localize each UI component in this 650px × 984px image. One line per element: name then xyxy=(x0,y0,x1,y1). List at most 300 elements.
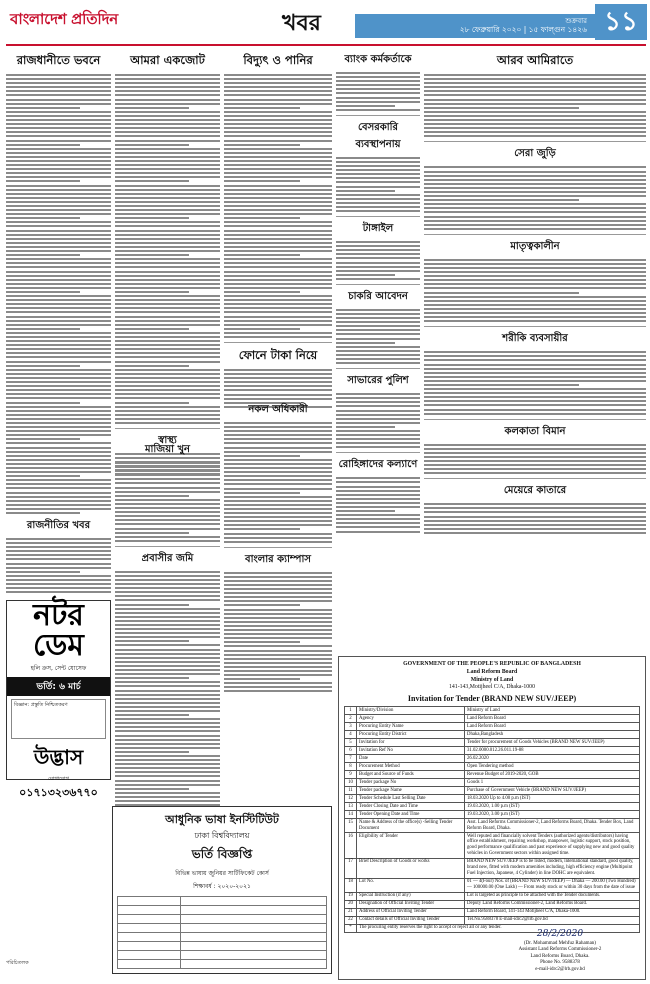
text-line xyxy=(115,242,220,244)
text-line xyxy=(115,176,220,178)
text-line xyxy=(6,205,111,207)
text-line xyxy=(115,78,220,80)
text-line xyxy=(336,202,420,204)
tender-row-key: Tender Closing Date and Time xyxy=(357,803,465,811)
text-line xyxy=(115,536,220,538)
text-line xyxy=(115,767,220,769)
headline-tangail: টাঙ্গাইল xyxy=(362,223,394,235)
text-line xyxy=(424,90,646,92)
text-line xyxy=(336,333,420,335)
tender-office: Land Reform Board xyxy=(466,668,518,675)
text-line xyxy=(224,373,332,375)
university-name: ঢাকা বিশ্ববিদ্যালয় xyxy=(194,831,250,840)
text-line xyxy=(336,350,420,352)
tender-row-key: Ministry/Division xyxy=(357,707,465,715)
text-line xyxy=(115,759,220,761)
text-line xyxy=(115,681,220,683)
text-line xyxy=(6,103,111,105)
text-line xyxy=(336,80,420,82)
text-line xyxy=(424,316,646,318)
session-label: শিক্ষাবর্ষ : ২০২০-২০২১ xyxy=(193,883,251,890)
text-line xyxy=(6,328,80,330)
text-line xyxy=(336,342,395,344)
text-line xyxy=(336,210,420,212)
text-line xyxy=(115,307,220,309)
headline-sera-jeu: সেরা জুড়ি xyxy=(514,148,556,160)
text-line xyxy=(115,152,220,154)
text-line xyxy=(6,140,111,142)
headline-matritto: মাতৃত্বকালীন xyxy=(510,240,560,252)
text-line xyxy=(6,254,80,256)
text-line xyxy=(224,447,332,449)
text-line xyxy=(224,617,332,619)
text-line xyxy=(336,526,420,528)
article-text xyxy=(336,477,420,532)
text-line xyxy=(224,576,332,578)
text-line xyxy=(424,228,646,230)
text-line xyxy=(336,198,420,200)
text-line xyxy=(6,508,111,510)
text-line xyxy=(6,336,111,338)
text-line xyxy=(224,580,332,582)
text-line xyxy=(6,422,111,424)
weekday-label: শুক্রবার xyxy=(565,17,587,25)
text-line xyxy=(6,487,111,489)
text-line xyxy=(6,538,111,540)
text-line xyxy=(336,346,420,348)
headline-rajdhani: রাজধানীতে ভবনে xyxy=(16,53,101,67)
article-text xyxy=(224,74,332,338)
text-line xyxy=(115,718,220,720)
tender-row-number: 12 xyxy=(345,795,357,803)
text-line xyxy=(424,452,646,454)
text-line xyxy=(424,203,646,205)
tender-row xyxy=(345,763,640,771)
text-line xyxy=(115,295,220,297)
text-line xyxy=(224,592,332,594)
text-line xyxy=(6,438,80,440)
text-line xyxy=(224,641,300,643)
article-text xyxy=(224,422,332,543)
text-line xyxy=(115,698,220,700)
text-line xyxy=(224,234,332,236)
tender-row xyxy=(345,892,640,900)
text-line xyxy=(6,471,111,473)
text-line xyxy=(224,394,332,396)
column-1 xyxy=(6,50,111,516)
text-line xyxy=(224,316,332,318)
text-line xyxy=(6,397,111,399)
text-line xyxy=(336,518,420,520)
text-line xyxy=(115,702,220,704)
text-line xyxy=(336,414,420,416)
article-text xyxy=(6,74,111,514)
text-line xyxy=(336,165,420,167)
text-line xyxy=(115,495,189,497)
text-line xyxy=(224,389,332,391)
text-line xyxy=(424,271,646,273)
text-line xyxy=(424,511,646,513)
text-line xyxy=(424,166,646,168)
text-line xyxy=(115,148,220,150)
text-line xyxy=(336,253,420,255)
text-line xyxy=(115,587,220,589)
text-line xyxy=(224,185,332,187)
text-line xyxy=(6,504,111,506)
text-line xyxy=(424,224,646,226)
tender-row xyxy=(345,811,640,819)
text-line xyxy=(224,528,300,530)
text-line xyxy=(424,355,646,357)
text-line xyxy=(6,340,111,342)
text-line xyxy=(6,258,111,260)
text-line xyxy=(6,410,111,412)
table-row xyxy=(118,906,326,915)
text-line xyxy=(115,414,220,416)
text-line xyxy=(115,706,220,708)
signer-office: Land Reforms Board, Dhaka. xyxy=(530,953,590,959)
text-line xyxy=(224,434,332,436)
ad-details: বিজ্ঞান: প্রস্তুতি নিশ্চিতকরণ xyxy=(11,699,106,739)
table-row xyxy=(118,897,326,906)
text-line xyxy=(424,312,646,314)
text-line xyxy=(224,584,332,586)
headline-ambassador: স্বাস্থ্য xyxy=(158,434,177,446)
text-line xyxy=(224,533,332,535)
headline-madaripur: মেয়েরে কাতারে xyxy=(503,485,567,497)
text-line xyxy=(424,448,646,450)
text-line xyxy=(6,455,111,457)
text-line xyxy=(424,199,579,201)
text-line xyxy=(224,279,332,281)
tender-row-number: 14 xyxy=(345,811,357,819)
text-line xyxy=(224,148,332,150)
text-line xyxy=(115,579,220,581)
tender-table xyxy=(344,706,640,933)
text-line xyxy=(115,397,220,399)
text-line xyxy=(224,140,332,142)
text-line xyxy=(6,230,111,232)
tender-row-key: Name & Address of the office(s) -Selling Tender Document xyxy=(357,819,465,833)
text-line xyxy=(115,303,220,305)
text-line xyxy=(115,591,220,593)
text-line xyxy=(115,262,220,264)
text-line xyxy=(115,519,220,521)
text-line xyxy=(224,144,300,146)
text-line xyxy=(424,444,646,446)
article-text xyxy=(115,571,220,815)
tender-row-key: Brief Description of Goods or works xyxy=(357,858,465,878)
text-line xyxy=(115,751,189,753)
text-line xyxy=(336,490,420,492)
text-line xyxy=(424,99,646,101)
text-line xyxy=(224,127,332,129)
text-line xyxy=(115,365,189,367)
text-line xyxy=(6,587,111,589)
text-line xyxy=(115,410,220,412)
text-line xyxy=(6,369,111,371)
divider xyxy=(336,368,420,369)
text-line xyxy=(6,217,80,219)
text-line xyxy=(6,131,111,133)
text-line xyxy=(6,567,111,569)
tender-row-value: Open Tendering method xyxy=(465,763,640,771)
text-line xyxy=(6,99,111,101)
text-line xyxy=(115,283,220,285)
tender-row-number: 11 xyxy=(345,787,357,795)
divider xyxy=(224,342,332,343)
ad-phone-label: যোগাযোগ xyxy=(48,776,69,782)
text-line xyxy=(6,279,111,281)
text-line xyxy=(224,225,332,227)
text-line xyxy=(224,111,332,113)
text-line xyxy=(336,422,420,424)
article-text xyxy=(424,166,646,229)
table-row xyxy=(118,960,326,969)
tender-row xyxy=(345,858,640,878)
column-1-lower xyxy=(6,516,111,598)
text-line xyxy=(224,467,332,469)
text-line xyxy=(115,653,220,655)
text-line xyxy=(6,434,111,436)
tender-row-key: Invitation for xyxy=(357,739,465,747)
text-line xyxy=(224,524,332,526)
text-line xyxy=(224,82,332,84)
text-line xyxy=(6,512,80,514)
text-line xyxy=(336,354,420,356)
text-line xyxy=(6,127,111,129)
text-line xyxy=(115,144,189,146)
text-line xyxy=(224,645,332,647)
text-line xyxy=(424,111,646,113)
text-line xyxy=(336,434,420,436)
text-line xyxy=(6,311,111,313)
tender-row-value: Dhaka,Bangladesh xyxy=(465,731,640,739)
text-line xyxy=(115,266,220,268)
tender-row-value: Purchase of Government Vehicle (BRAND NEW SUV/JEEP) xyxy=(465,787,640,795)
text-line xyxy=(115,107,189,109)
text-line xyxy=(424,287,646,289)
text-line xyxy=(115,661,220,663)
text-line xyxy=(6,430,111,432)
text-line xyxy=(115,324,220,326)
text-line xyxy=(115,640,189,642)
text-line xyxy=(336,177,420,179)
text-line xyxy=(6,82,111,84)
tender-row-value: 26.02.2020 xyxy=(465,755,640,763)
text-line xyxy=(224,254,300,256)
text-line xyxy=(6,246,111,248)
tender-row-value: 19.03.2020, 3.00 p.m (IST) xyxy=(465,811,640,819)
text-line xyxy=(115,503,220,505)
text-line xyxy=(115,722,220,724)
text-line xyxy=(6,406,111,408)
text-line xyxy=(424,388,646,390)
tender-row-key: Special Instruction (if any) xyxy=(357,892,465,900)
text-line xyxy=(336,514,420,516)
text-line xyxy=(336,446,420,448)
text-line xyxy=(115,608,220,610)
text-line xyxy=(424,292,579,294)
article-text xyxy=(336,309,420,364)
date-label: ২৮ ফেব্রুয়ারি ২০২০ | ১৫ ফাল্গুন ১৪২৬ xyxy=(459,25,587,34)
headline-chakri: চাকরি আবেদন xyxy=(348,290,408,302)
tender-row-value: Well reputed and financially solvent Tenders (authorized agents/distributors) having office establishment, repairing workshop, manpower, logistic support, stock position, good performance qualification and past experience of supplying new and good quality vehicles in Government sectors within assigned time. xyxy=(465,833,640,859)
text-line xyxy=(115,491,220,493)
text-line xyxy=(424,191,646,193)
text-line xyxy=(115,710,220,712)
text-line xyxy=(336,486,420,488)
text-line xyxy=(115,511,220,513)
text-line xyxy=(224,238,332,240)
tender-row-key: Tender Schedule Last Selling Date xyxy=(357,795,465,803)
text-line xyxy=(424,507,646,509)
text-line xyxy=(115,156,220,158)
text-line xyxy=(224,303,332,305)
text-line xyxy=(6,479,111,481)
text-line xyxy=(115,462,220,464)
text-line xyxy=(424,472,646,474)
text-line xyxy=(6,558,111,560)
text-line xyxy=(115,361,220,363)
text-line xyxy=(6,389,111,391)
text-line xyxy=(115,487,220,489)
institute-name: আধুনিক ভাষা ইনস্টিটিউট xyxy=(165,813,279,826)
text-line xyxy=(224,271,332,273)
text-line xyxy=(6,414,111,416)
text-line xyxy=(6,164,111,166)
text-line xyxy=(224,426,332,428)
text-line xyxy=(336,405,420,407)
tender-row-key: Procuring Entity Name xyxy=(357,723,465,731)
text-line xyxy=(6,94,111,96)
text-line xyxy=(115,628,220,630)
text-line xyxy=(6,176,111,178)
text-line xyxy=(115,201,220,203)
text-line xyxy=(6,189,111,191)
header-date-bar xyxy=(355,14,595,38)
admission-notice-title: ভর্তি বিজ্ঞপ্তি xyxy=(191,847,253,861)
article-text xyxy=(336,72,420,111)
text-line xyxy=(6,209,111,211)
tender-row-key: Tender package Name xyxy=(357,787,465,795)
text-line xyxy=(115,528,220,530)
text-line xyxy=(115,636,220,638)
text-line xyxy=(424,123,646,125)
text-line xyxy=(224,422,332,424)
tender-row-key: Address of Official Inviting Tender xyxy=(357,908,465,916)
tender-row-value: 01 — 4(Four) Nos. of (BRAND NEW SUV/JEEP) — Dhaka — 200.00 (Two Hundred) — 100000.00 (One Lakh) — From ready stock or within 30 days from the date of issue xyxy=(465,878,640,892)
text-line xyxy=(224,332,332,334)
text-line xyxy=(115,356,220,358)
text-line xyxy=(224,176,332,178)
text-line xyxy=(115,470,220,472)
text-line xyxy=(336,410,420,412)
signer-email: e-mail-idrc2@lrb.gov.bd xyxy=(535,966,585,972)
text-line xyxy=(6,107,80,109)
text-line xyxy=(115,221,220,223)
article-text xyxy=(424,74,646,137)
text-line xyxy=(336,397,420,399)
tender-row xyxy=(345,707,640,715)
tender-row-key: Designation of Official Inviting Tender xyxy=(357,900,465,908)
text-line xyxy=(115,311,220,313)
text-line xyxy=(424,107,579,109)
text-line xyxy=(336,329,420,331)
tender-government: GOVERNMENT OF THE PEOPLE'S REPUBLIC OF BANGLADESH xyxy=(403,661,581,667)
text-line xyxy=(224,307,332,309)
signer-title: Assistant Land Reforms Commissioner-2 xyxy=(518,947,602,952)
text-line xyxy=(6,180,80,182)
text-line xyxy=(224,385,332,387)
tender-row-number: 13 xyxy=(345,803,357,811)
text-line xyxy=(6,234,111,236)
text-line xyxy=(115,385,220,387)
text-line xyxy=(115,82,220,84)
text-line xyxy=(115,197,220,199)
tender-row-value: Deputy Land Reforms Commissioner-2, Land Reforms Board. xyxy=(465,900,640,908)
text-line xyxy=(6,287,111,289)
text-line xyxy=(224,74,332,76)
signer-name: (Dr. Mohammad Mehfuz Rahaman) xyxy=(524,940,596,946)
text-line xyxy=(115,649,220,651)
text-line xyxy=(115,612,220,614)
text-line xyxy=(115,620,220,622)
tender-row-key: Tender package No xyxy=(357,779,465,787)
text-line xyxy=(424,171,646,173)
tender-row-number: 18 xyxy=(345,878,357,892)
text-line xyxy=(224,451,332,453)
text-line xyxy=(424,384,579,386)
text-line xyxy=(115,685,220,687)
text-line xyxy=(224,209,332,211)
text-line xyxy=(224,479,332,481)
text-line xyxy=(424,396,646,398)
divider xyxy=(424,419,646,420)
text-line xyxy=(224,213,332,215)
text-line xyxy=(424,351,646,353)
text-line xyxy=(115,103,220,105)
divider xyxy=(336,216,420,217)
text-line xyxy=(336,498,420,500)
text-line xyxy=(424,364,646,366)
text-line xyxy=(424,263,646,265)
text-line xyxy=(224,201,332,203)
text-line xyxy=(115,466,220,468)
page-number: ১১ xyxy=(595,4,647,40)
text-line xyxy=(6,299,111,301)
text-line xyxy=(6,352,111,354)
text-line xyxy=(336,161,420,163)
text-line xyxy=(424,131,646,133)
tender-row-key: Procurement Method xyxy=(357,763,465,771)
text-line xyxy=(115,340,220,342)
masthead xyxy=(0,0,650,44)
text-line xyxy=(6,115,111,117)
text-line xyxy=(6,385,111,387)
text-line xyxy=(115,507,220,509)
text-line xyxy=(115,540,220,542)
text-line xyxy=(115,406,220,408)
text-line xyxy=(115,234,220,236)
text-line xyxy=(115,299,220,301)
text-line xyxy=(115,478,220,480)
text-line xyxy=(224,197,332,199)
text-line xyxy=(224,658,332,660)
text-line xyxy=(336,157,420,159)
text-line xyxy=(336,438,420,440)
column-2 xyxy=(115,50,220,486)
